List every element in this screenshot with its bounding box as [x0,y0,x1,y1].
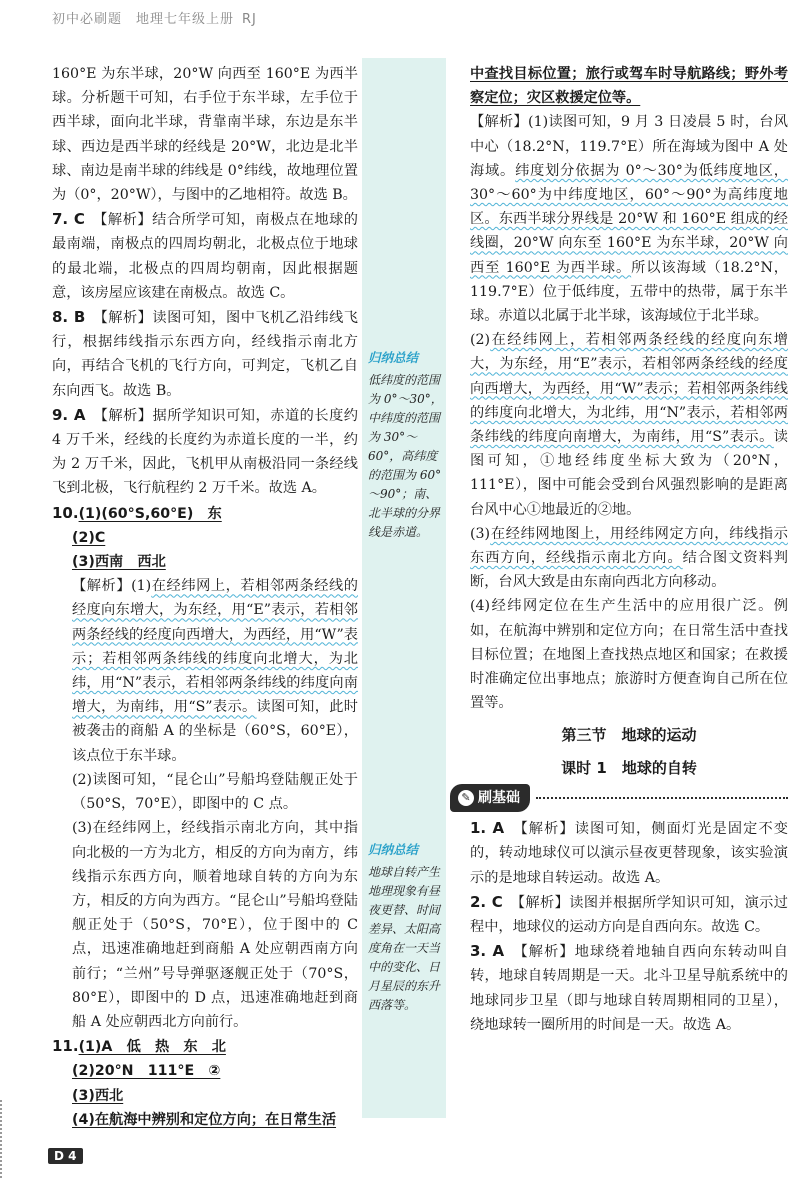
answer-part: (1)(60°S,60°E) 东 [78,505,222,522]
answer-part: (1)A 低 热 东 北 [78,1039,226,1056]
question-number: 2. C [470,892,503,911]
answer-part: (3)西北 [72,1087,124,1104]
note-title: 归纳总结 [368,350,419,365]
key-point-text: 在经纬网上，若相邻两条经线的经度向东增大，为东经，用“E”表示，若相邻两条经线的经度向西增大，为西经，用“W”表示；若相邻两条纬线的纬度向北增大，为北纬，用“N”表示，若相邻两条纬线的纬度向南增大，为南纬，用“S”表示。 [72,578,358,716]
page-edge-dots [0,1100,6,1178]
analysis-text: (2)读图可知，“昆仑山”号船坞登陆舰正处于（50°S，70°E），即图中的 C 点。 [72,771,358,813]
practice-banner [450,784,788,812]
note-text: 低纬度的范围为 0°～30°，中纬度的范围为 30°～60°，高纬度的范围为 60°～90°；南、北半球的分界线是赤道。 [368,373,443,539]
answer-text: 【解析】地球绕着地轴自西向东转动叫自转，地球自转周期是一天。北斗卫星导航系统中的地球同步卫星（即与地球自转周期相同的卫星），绕地球转一圈所用的时间是一天。故选 A。 [470,944,788,1033]
analysis-text: 【解析】(1)读图可知，9 月 3 日凌晨 5 时，台风中心（18.2°N，119.7°E）所在海域为图中 A 处海域。 [470,114,788,179]
analysis-text: (3)在经纬网上，经线指示南北方向，其中指向北极的一方为北方，相反的方向为南方，纬线指示东西方向，顺着地球自转的方向为东方，相反的方向为西方。“昆仑山”号船坞登陆舰正处于（50°S，70°E），位于图中的 C 点，迅速准确地赶到商船 A 处应朝西南方向前行；“兰州”号导弹驱逐舰正处于（70°S，80°E），即图中的 D 点，迅速准确地赶到商船 A 处应朝西北方向前行。 [72,820,358,1030]
lesson-title: 课时 1 地球的自转 [561,758,697,777]
pencil-icon: ✎ [458,790,474,806]
analysis-text: 读图可知，①地经纬度坐标大致为（20°N，111°E），图中可能会受到台风强烈影响的是距离台风中心①地最近的②地。 [470,429,788,518]
answer-text: 【解析】据所学知识可知，赤道的长度约 4 万千米，经线的长度约为赤道长度的一半，约为 2 万千米，因此，飞机甲从南极沿同一条经线飞到北极，飞行航程约 2 万千米。故选 A。 [52,407,358,497]
left-column [52,62,358,1132]
analysis-label: 【解析】(1) [72,578,152,595]
question-number: 11. [52,1037,79,1056]
dotted-divider [536,797,788,799]
edition-label: RJ [242,12,257,27]
answer-part: (4)在航海中辨别和定位方向；在日常生活 [72,1111,337,1128]
answer-text: 【解析】结合所学可知，南极点在地球的最南端，南极点的四周均朝北，北极点位于地球的最北端，北极点的四周均朝南，因此根据题意，该房屋应该建在南极点。故选 C。 [52,212,358,301]
section-title: 第三节 地球的运动 [561,726,697,745]
continued-answer: 160°E 为东半球，20°W 向西至 160°E 为西半球。分析题干可知，右手位于东半球，左手位于西半球，面向北半球，背靠南半球，东边是东半球、西边是西半球的经线是 20°W，北边是北半球、南边是南半球的纬线是 0°纬线，故地理位置为（0°，20°W），与图中的乙地相符。故选 B。 [52,66,358,204]
question-number: 8. B [52,308,86,327]
key-point-text: 在经纬网上，若相邻两条经线的经度向东增大，为东经，用“E”表示，若相邻两条经线的经度向西增大，为西经，用“W”表示；若相邻两条纬线的纬度向北增大，为北纬，用“N”表示，若相邻两条纬线的纬度向南增大，为南纬，用“S”表示。 [470,332,788,446]
page-header [52,8,257,27]
summary-note-2 [368,840,444,1015]
note-text: 地球自转产生地理现象有昼夜更替、时间差异、太阳高度角在一天当中的变化、日月星辰的东升西落等。 [368,865,441,1012]
answer-text: 【解析】读图可知，图中飞机乙沿纬线飞行，根据纬线指示东西方向，经线指示南北方向，再结合飞机的飞行方向，可判定，飞机乙自东向西飞。故选 B。 [52,310,358,399]
answer-part: (2)C [72,529,106,546]
analysis-text: 所以该海域（18.2°N，119.7°E）位于低纬度，五带中的热带，属于东半球。赤道以北属于北半球，该海域位于北半球。 [470,259,788,325]
analysis-label: (2) [470,332,491,349]
question-number: 1. A [470,819,505,838]
answer-part: (3)西南 西北 [72,554,166,571]
key-point-text: 纬度划分依据为 0°～30°为低纬度地区，30°～60°为中纬度地区，60°～90°为高纬度地区。东西半球分界线是 20°W 和 160°E 组成的经线圈，20°W 向东至 160°E 为东半球，20°W 向西至 160°E 为西半球。 [470,162,788,276]
right-column [461,62,788,1037]
question-number: 10. [52,503,79,522]
analysis-label: (3) [470,525,491,542]
practice-badge [450,784,530,812]
question-number: 3. A [470,942,505,961]
book-title: 初中必刷题 地理七年级上册 [52,12,235,27]
summary-note-1 [368,348,444,542]
analysis-text: 结合图文资料判断，台风大致是由东南向西北方向移动。 [470,550,788,591]
practice-label: 刷基础 [478,789,520,806]
answer-text: 【解析】读图可知，侧面灯光是固定不变的，转动地球仪可以演示昼夜更替现象，该实验演示的是地球自转运动。故选 A。 [470,821,788,886]
key-point-text: 在经纬网地图上，用经纬网定方向，纬线指示东西方向，经线指示南北方向。 [470,525,788,567]
analysis-text: (4)经纬网定位在生产生活中的应用很广泛。例如，在航海中辨别和定位方向；在日常生活中查找目标位置；在地图上查找热点地区和国家；在救援时准确定位出事地点；旅游时方便查询自己所在位置等。 [470,598,788,712]
answer-text: 【解析】读图并根据所学知识可知，演示过程中，地球仪的运动方向是自西向东。故选 C。 [470,894,788,935]
note-title: 归纳总结 [368,842,419,857]
analysis-text: 读图可知，此时被袭击的商船 A 的坐标是（60°S，60°E），该点位于东半球。 [72,699,358,764]
question-number: 7. C [52,210,85,229]
question-number: 9. A [52,405,86,424]
answer-part: (2)20°N 111°E ② [72,1063,221,1080]
answer-part: 中查找目标位置；旅行或驾车时导航路线；野外考察定位；灾区救援定位等。 [470,66,788,107]
page-number: D 4 [48,1148,83,1164]
